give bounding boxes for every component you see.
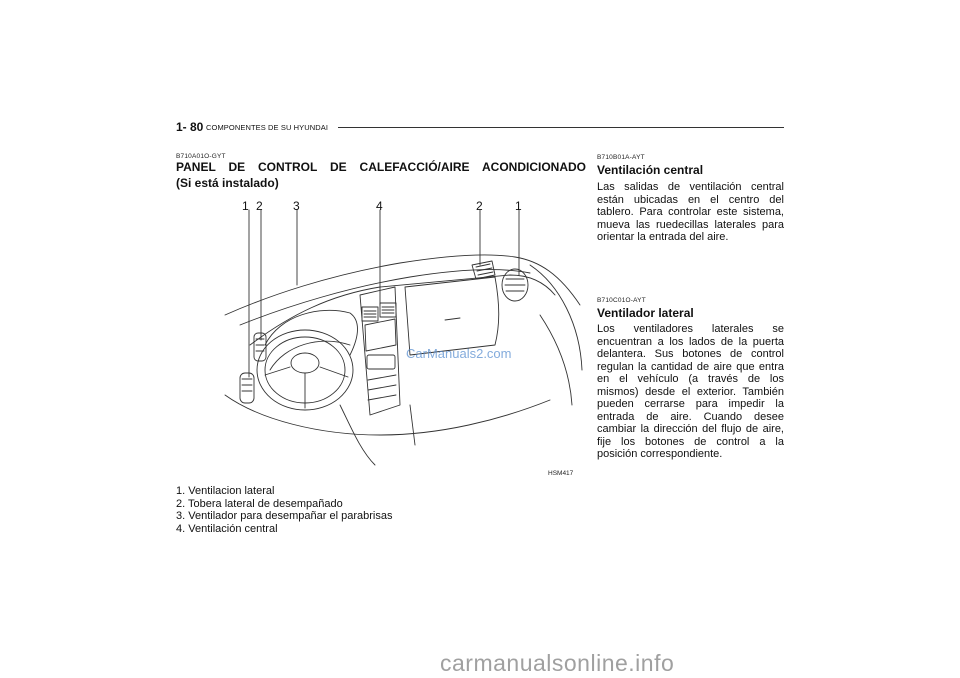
figure-watermark: CarManuals2.com	[406, 346, 512, 361]
section-code-central: B710B01A-AYT	[597, 154, 645, 161]
legend-item: 1. Ventilacion lateral	[176, 485, 275, 497]
callout-1-right: 1	[515, 199, 522, 213]
panel-subtitle: (Si está instalado)	[176, 176, 279, 190]
panel-title: PANEL DE CONTROL DE CALEFACCIÓ/AIRE ACONDICIONADO	[176, 160, 586, 174]
section-title: COMPONENTES DE SU HYUNDAI	[206, 123, 329, 132]
callout-3: 3	[293, 199, 300, 213]
figure-code: HSM417	[548, 470, 574, 477]
callout-4: 4	[376, 199, 383, 213]
callout-2-left: 2	[256, 199, 263, 213]
heading-central-vent: Ventilación central	[597, 163, 704, 177]
legend-item: 2. Tobera lateral de desempañado	[176, 497, 343, 510]
callout-1-left: 1	[242, 199, 249, 213]
paragraph-lateral-vent: Los ventiladores laterales se encuentran a los lados de la puerta delantera. Sus botones de control regulan la cantidad de aire que entra en el vehículo (a través de los mismos) desde el exterior. También pueden cerrarse para impedir la entrada de aire. Cuando desee cambiar la dirección del flujo de aire, fije los botones de control a la posición correspondiente.	[597, 323, 784, 460]
callout-2-right: 2	[476, 199, 483, 213]
paragraph-central-vent: Las salidas de ventilación central están ubicadas en el centro del tablero. Para controlar este sistema, mueva las ruedecillas laterales para orientar la entrada del aire.	[597, 181, 784, 243]
heading-lateral-vent: Ventilador lateral	[597, 306, 694, 320]
section-code-left: B710A01O-GYT	[176, 153, 226, 160]
footer-watermark: carmanualsonline.info	[440, 650, 675, 676]
header-rule	[338, 127, 784, 128]
section-code-lateral: B710C01O-AYT	[597, 297, 646, 304]
legend-item: 4. Ventilación central	[176, 522, 278, 535]
dashboard-illustration	[210, 195, 585, 470]
page-number: 1- 80	[176, 120, 204, 134]
legend-item: 3. Ventilador para desempañar el parabrisas	[176, 510, 393, 522]
figure-legend	[176, 485, 476, 535]
